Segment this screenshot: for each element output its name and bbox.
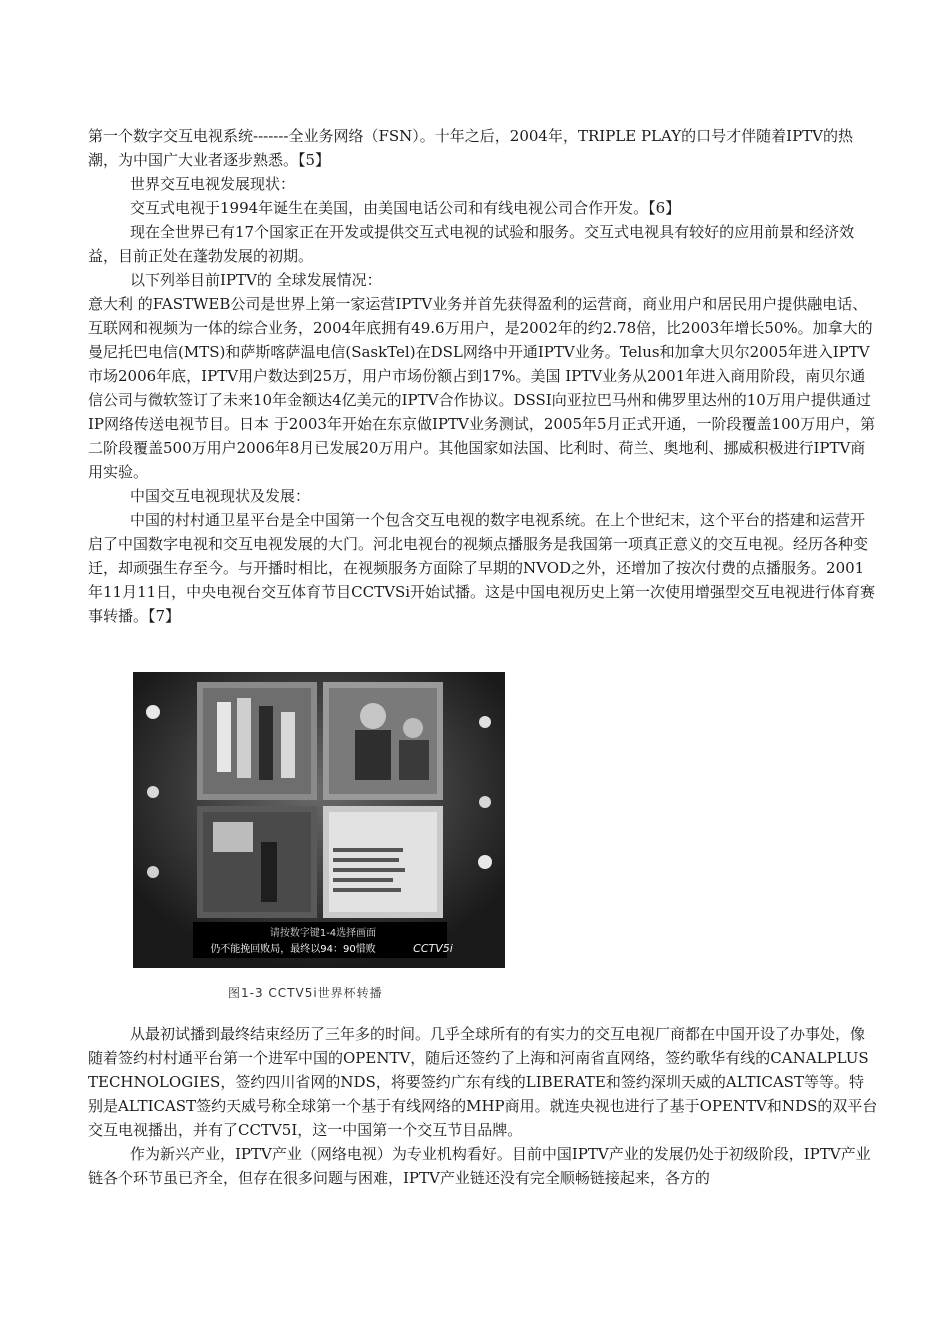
overlay-line-2: 仍不能挽回败局，最终以94：90惜败: [210, 944, 376, 955]
text-block-top: [88, 124, 878, 628]
paragraph-origin: 交互式电视于1994年诞生在美国，由美国电话公司和有线电视公司合作开发。【6】: [130, 199, 681, 217]
text-block-bottom: [88, 1022, 878, 1190]
paragraph-fsn: 第一个数字交互电视系统-------全业务网络（FSN）。十年之后，2004年，TRIPLE PLAY的口号才伴随着IPTV的热潮，为中国广大业者逐步熟悉。【5】: [88, 127, 853, 169]
tv-screen-illustration: [133, 672, 505, 968]
heading-world-status: 世界交互电视发展现状：: [130, 175, 296, 193]
paragraph-iptv-intro: 以下列举目前IPTV的 全球发展情况：: [130, 271, 382, 289]
cctv5i-logo: CCTV5i: [413, 942, 453, 955]
paragraph-vendors: 从最初试播到最终结束经历了三年多的时间。几乎全球所有的有实力的交互电视厂商都在中国开设了办事处，像随着签约村村通平台第一个进军中国的OPENTV，随后还签约了上海和河南省直网络，签约歌华有线的CANALPLUS TECHNOLOGIES，签约四川省网的NDS，将要签约广东有线的LIBERATE和签约深圳天威的ALTICAST等等。特别是ALTICAST签约天威号称全球第一个基于有线网络的MHP商用。就连央视也进行了基于OPENTV和NDS的双平台交互电视播出，并有了CCTV5I，这一中国第一个交互节目品牌。: [88, 1025, 878, 1139]
heading-china-status: 中国交互电视现状及发展：: [130, 487, 311, 505]
overlay-line-1: 请按数字键1-4选择画面: [269, 928, 377, 939]
figure-image: [133, 672, 505, 968]
paragraph-17-countries: 现在全世界已有17个国家正在开发或提供交互式电视的试验和服务。交互式电视具有较好的应用前景和经济效益，目前正处在蓬勃发展的初期。: [88, 223, 855, 265]
figure-caption: 图1-3 CCTV5i世界杯转播: [228, 986, 383, 1000]
paragraph-china-history: 中国的村村通卫星平台是全中国第一个包含交互电视的数字电视系统。在上个世纪末，这个平台的搭建和运营开启了中国数字电视和交互电视发展的大门。河北电视台的视频点播服务是我国第一项真正意义的交互电视。经历各种变迁，却顽强生存至今。与开播时相比，在视频服务方面除了早期的NVOD之外，还增加了按次付费的点播服务。2001年11月11日，中央电视台交互体育节目CCTVSi开始试播。这是中国电视历史上第一次使用增强型交互电视进行体育赛事转播。【7】: [88, 511, 876, 625]
paragraph-country-list: 意大利 的FASTWEB公司是世界上第一家运营IPTV业务并首先获得盈利的运营商，商业用户和居民用户提供融电话、互联网和视频为一体的综合业务，2004年底拥有49.6万用户，是2002年的约2.78倍，比2003年增长50%。加拿大的 曼尼托巴电信(MTS)和萨斯喀萨温电信(SaskTel)在DSL网络中开通IPTV业务。Telus和加拿大贝尔2005年进入IPTV市场2006年底，IPTV用户数达到25万，用户市场份额占到17%。美国 IPTV业务从2001年进入商用阶段，南贝尔通信公司与微软签订了未来10年金额达4亿美元的IPTV合作协议。DSSI向亚拉巴马州和佛罗里达州的10万用户提供通过IP网络传送电视节目。日本 于2003年开始在东京做IPTV业务测试，2005年5月正式开通，一阶段覆盖100万用户，第二阶段覆盖500万用户2006年8月已发展20万用户。其他国家如法国、比利时、荷兰、奥地利、挪威积极进行IPTV商用实验。: [88, 295, 876, 481]
paragraph-iptv-industry: 作为新兴产业，IPTV产业（网络电视）为专业机构看好。目前中国IPTV产业的发展仍处于初级阶段，IPTV产业链各个环节虽已齐全，但存在很多问题与困难，IPTV产业链还没有完全顺畅链接起来，各方的: [88, 1145, 871, 1187]
